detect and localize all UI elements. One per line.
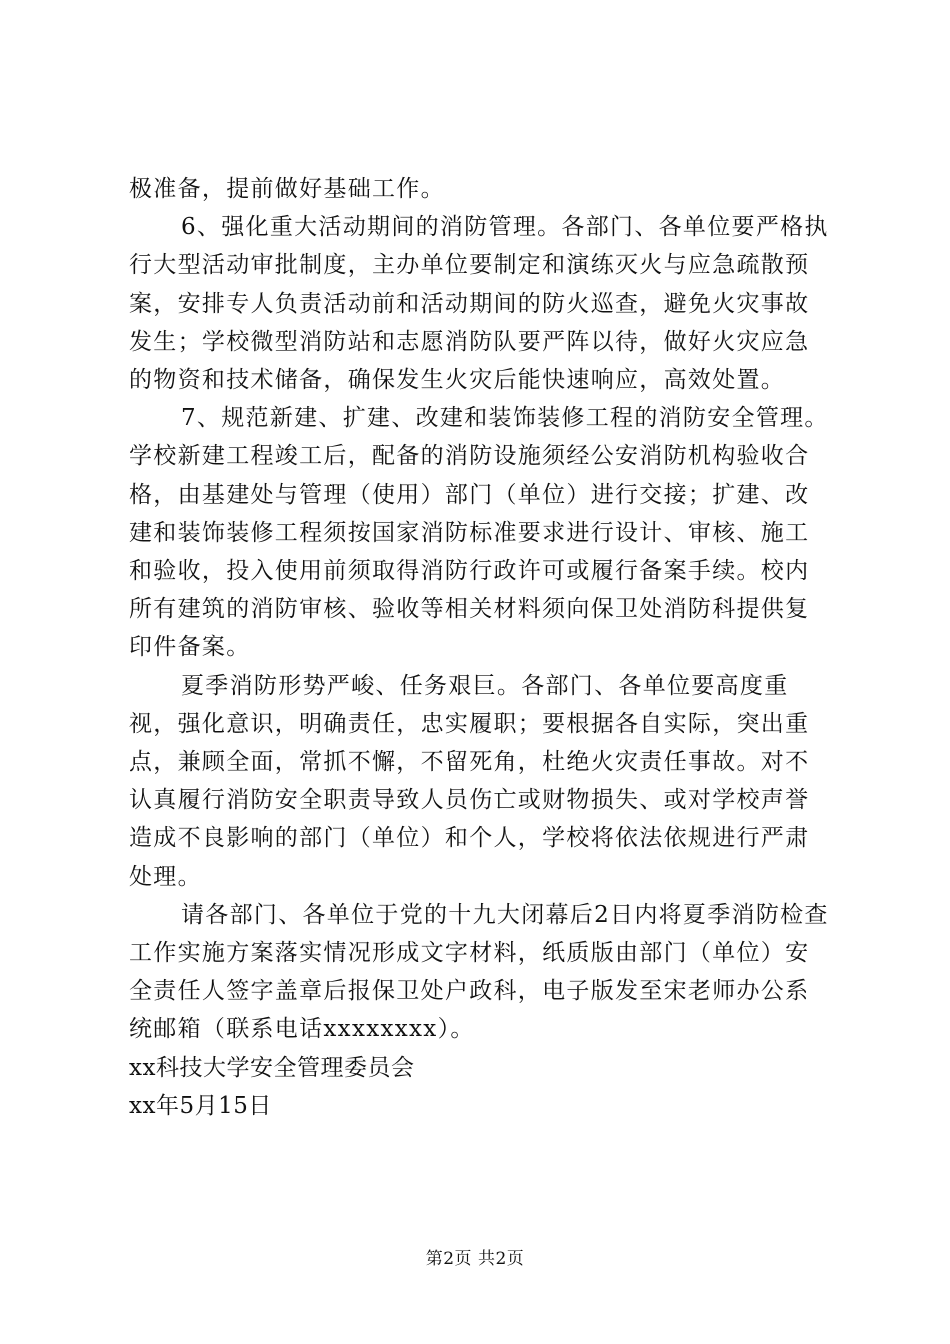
page-number: 第2页 共2页 bbox=[425, 1249, 525, 1269]
signature-organization: xx科技大学安全管理委员会 bbox=[129, 1054, 415, 1081]
document-body bbox=[129, 170, 831, 1125]
paragraph-summary: 夏季消防形势严峻、任务艰巨。各部门、各单位要高度重视，强化意识，明确责任，忠实履职；要根据各自实际，突出重点，兼顾全面，常抓不懈，不留死角，杜绝火灾责任事故。对不认真履行消防安全职责导致人员伤亡或财物损失、或对学校声誉造成不良影响的部门（单位）和个人，学校将依法依规进行严肃处理。 bbox=[129, 672, 810, 890]
paragraph-item-7: 7、规范新建、扩建、改建和装饰装修工程的消防安全管理。学校新建工程竣工后，配备的消防设施须经公安消防机构验收合格，由基建处与管理（使用）部门（单位）进行交接；扩建、改建和装饰装修工程须按国家消防标准要求进行设计、审核、施工和验收，投入使用前须取得消防行政许可或履行备案手续。校内所有建筑的消防审核、验收等相关材料须向保卫处消防科提供复印件备案。 bbox=[129, 405, 829, 661]
paragraph-item-6: 6、强化重大活动期间的消防管理。各部门、各单位要严格执行大型活动审批制度，主办单位要制定和演练灭火与应急疏散预案，安排专人负责活动前和活动期间的防火巡查，避免火灾事故发生；学校微型消防站和志愿消防队要严阵以待，做好火灾应急的物资和技术储备，确保发生火灾后能快速响应，高效处置。 bbox=[129, 214, 829, 394]
signature-date: xx年5月15日 bbox=[129, 1092, 272, 1119]
paragraph-request: 请各部门、各单位于党的十九大闭幕后2日内将夏季消防检查工作实施方案落实情况形成文字材料，纸质版由部门（单位）安全责任人签字盖章后报保卫处户政科，电子版发至宋老师办公系统邮箱（联系电话xxxxxxxx）。 bbox=[129, 901, 829, 1043]
paragraph-continuation: 极准备，提前做好基础工作。 bbox=[129, 176, 445, 202]
page-footer bbox=[0, 1244, 950, 1269]
